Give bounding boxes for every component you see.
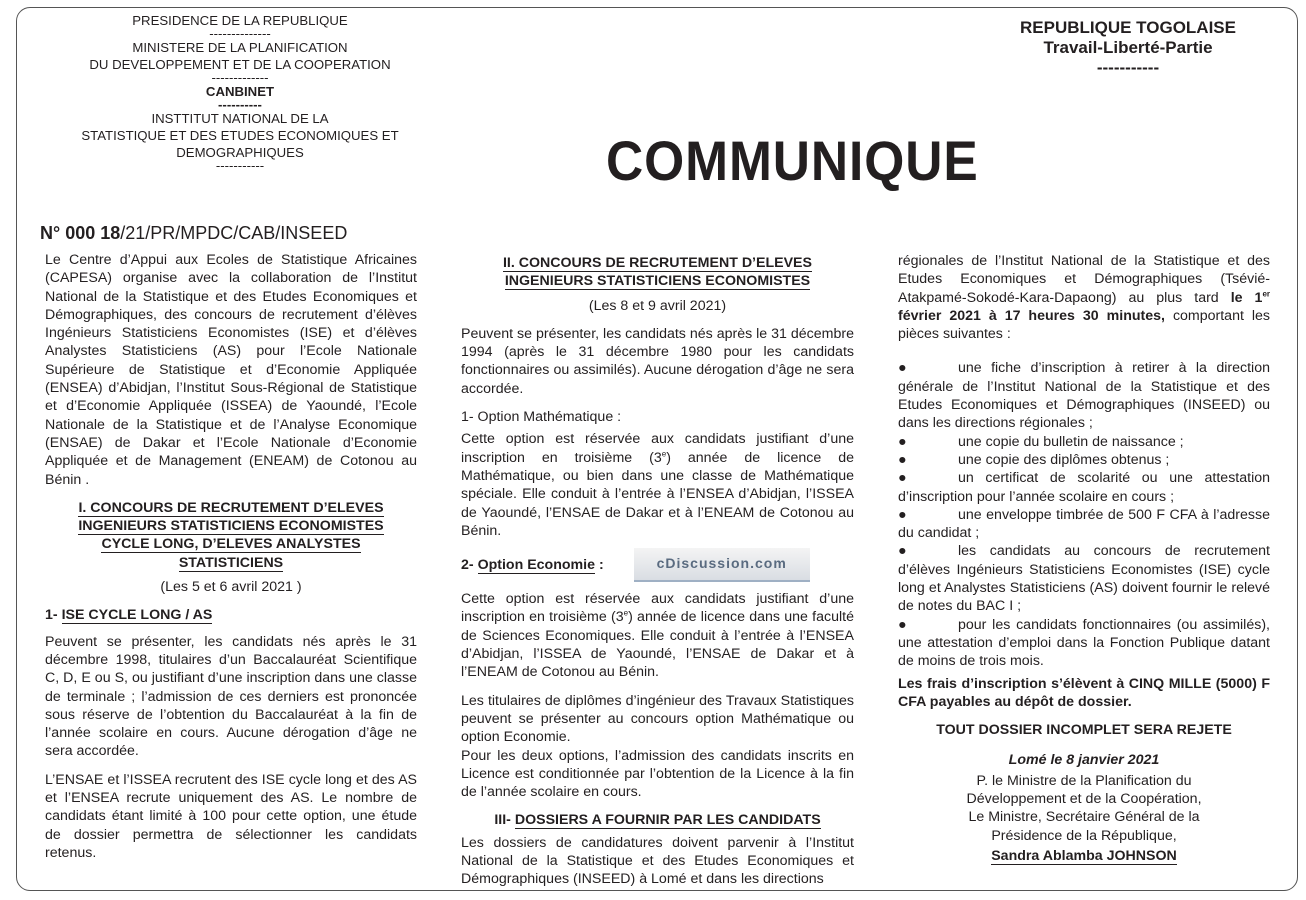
bullet-icon: ● — [898, 360, 907, 377]
header-separator: ----------- — [215, 158, 265, 173]
header-ministere-2: DU DEVELOPPEMENT ET DE LA COOPERATION — [89, 57, 391, 72]
signature-line: Présidence de la République, — [991, 827, 1177, 844]
bullet-icon: ● — [898, 451, 907, 468]
column-1 — [45, 251, 417, 872]
signatory-name: Sandra Ablamba JOHNSON — [991, 847, 1177, 864]
header-right — [1000, 18, 1256, 78]
issue-date: Lomé le 8 janvier 2021 — [1008, 752, 1160, 769]
list-item-text: une enveloppe timbrée de 500 F CFA à l’adresse du candidat ; — [898, 506, 1270, 542]
deadline-paragraph — [898, 252, 1270, 343]
bold-span: février 2021 à 17 heures 30 minutes, — [898, 307, 1165, 324]
header-ministere: MINISTERE DE LA PLANIFICATION — [132, 40, 348, 55]
section-3-number: III- — [494, 812, 515, 829]
section-1-heading-line: STATISTICIENS — [178, 554, 284, 571]
bullet-icon: ● — [898, 543, 907, 560]
header-separator: ---------- — [218, 97, 262, 112]
admission-paragraph: Pour les deux options, l’admission des candidats inscrits en Licence est conditionnée par l’obtention de la Licence à la fin de l’année scolaire en cours. — [461, 747, 854, 801]
list-item-text: une copie du bulletin de naissance ; — [958, 433, 1184, 450]
fees-paragraph: Les frais d’inscription s’élèvent à CINQ MILLE (5000) F CFA payables au dépôt de dossier. — [898, 675, 1270, 710]
section-1-heading — [45, 499, 417, 572]
option-eco-heading — [461, 548, 854, 582]
watermark-logo: cDiscussion.com — [634, 548, 810, 582]
superscript: e — [661, 448, 667, 458]
header-separator: ------------- — [211, 70, 269, 85]
text-span: ) année de licence de Mathématique, ou bien dans une classe de Mathématique spéciale. Elle conduit à l’entrée à l’ENSEA d’Abidjan, l’ISSEA de Yaoundé, l’ENSAE de Dakar et à l’ENEAM de Cotonou au Bénin. — [461, 449, 854, 539]
section-3-label: DOSSIERS A FOURNIR PAR LES CANDIDATS — [514, 812, 821, 829]
signature-line: Le Ministre, Secrétaire Général de la — [968, 809, 1200, 826]
rejection-notice: TOUT DOSSIER INCOMPLET SERA REJETE — [936, 722, 1232, 739]
signature-line: Développement et de la Coopération, — [966, 791, 1202, 808]
section-2-heading-line: INGENIEURS STATISTICIENS ECONOMISTES — [504, 273, 811, 290]
section-2-eligibility: Peuvent se présenter, les candidats nés après le 31 décembre 1994 (après le 31 décembre 1980 pour les candidats fonctionnaires ou assimilés). Aucune dérogation d’âge ne sera accordée. — [461, 325, 854, 397]
section-1-heading-line: CYCLE LONG, D’ELEVES ANALYSTES — [101, 536, 361, 553]
option-colon: : — [595, 556, 604, 573]
bullet-icon: ● — [898, 433, 907, 450]
option-eco-paragraph — [461, 590, 854, 681]
text-span: ) année de licence dans une faculté de Sciences Economiques. Elle conduit à l’entrée à l’ENSEA d’Abidjan, l’ISSEA de Yaoundé, l’ENSAE de Dakar et à l’ENEAM de Cotonou au Bénin. — [461, 609, 854, 681]
bold-span: le 1 — [1230, 289, 1263, 306]
dossiers-paragraph: Les dossiers de candidatures doivent parvenir à l’Institut National de la Statistique et des Etudes Economiques et Démographiques (INSEED) à Lomé et dans les directions — [461, 834, 854, 888]
intro-paragraph: Le Centre d’Appui aux Ecoles de Statistique Africaines (CAPESA) organise avec la collaboration de l’Institut National de la Statistique et des Etudes Economiques et Démographiques, des concours de recrutement d’élèves Ingénieurs Statisticiens Economistes (ISE) et d’élèves Analystes Statisticiens (AS) pour l’Ecole Nationale Supérieure de Statistique et d’Economie Appliquée (ENSEA) d’Abidjan, l’Institut Sous-Régional de Statistique et d’Economie Appliquée (ISSEA) de Yaoundé, l’Ecole Nationale de la Statistique et de l’Analyse Economique (ENSAE) de Dakar et l’Ecole Nationale d’Economie Appliquée et de Management (ENEAM) de Cotonou au Bénin . — [45, 252, 417, 488]
option-label: Option Economie — [477, 556, 596, 573]
list-item — [898, 451, 1270, 469]
list-item — [898, 616, 1270, 671]
subsection-label: ISE CYCLE LONG / AS — [61, 607, 213, 624]
text-span: Cette option est réservée aux candidats justifiant d’une inscription en troisième (3 — [461, 431, 854, 466]
section-3-heading — [461, 811, 854, 829]
section-2-dates: (Les 8 et 9 avril 2021) — [588, 297, 727, 314]
subsection-number: 1- — [45, 607, 62, 624]
list-item-text: les candidats au concours de recrutement d’élèves Ingénieurs Statisticiens Economistes (ISE) cycle long et Analystes Statisticiens (AS) doivent fournir le relevé de notes du BAC I ; — [898, 543, 1270, 615]
header-left — [70, 12, 410, 171]
list-item — [898, 433, 1270, 451]
list-item-text: une copie des diplômes obtenus ; — [958, 451, 1170, 468]
reference-number-bold: N° 000 18 — [40, 223, 121, 243]
ise-schools-paragraph: L’ENSAE et l’ISSEA recrutent des ISE cycle long et des AS et l’ENSEA recrute uniquement des AS. Le nombre de candidats étant limité à 100 pour cette option, une étude de dossier permettra de sélectionner les candidats retenus. — [45, 771, 417, 861]
superscript: er — [1262, 288, 1270, 298]
header-republique: REPUBLIQUE TOGOLAISE — [1020, 18, 1236, 37]
list-item-text: pour les candidats fonctionnaires (ou assimilés), une attestation d’emploi dans la Fonction Publique datant de moins de trois mois. — [898, 616, 1270, 670]
header-presidence: PRESIDENCE DE LA REPUBLIQUE — [132, 13, 348, 28]
reference-number — [40, 223, 347, 244]
text-span: comportant les pièces suivantes : — [898, 307, 1270, 343]
signatory — [898, 847, 1270, 865]
header-institut: INSTTITUT NATIONAL DE LA — [151, 111, 329, 126]
ise-eligibility-paragraph: Peuvent se présenter, les candidats nés après le 31 décembre 1998, titulaires d’un Baccalauréat Scientifique C, D, E ou S, ou justifiant d’une inscription dans une classe de terminale ; l’admission de ces derniers est prononcée sous réserve de l’obtention du Baccalauréat à la fin de l’année scolaire en cours. Aucune dérogation d’âge ne sera accordée. — [45, 633, 417, 760]
option-number: 2- — [461, 556, 478, 573]
text-span: Cette option est réservée aux candidats justifiant d’une inscription en troisième (3 — [461, 591, 854, 626]
header-separator: -------------- — [209, 26, 271, 41]
option-math-heading: 1- Option Mathématique : — [461, 409, 622, 426]
section-1-heading-line: I. CONCOURS DE RECRUTEMENT D’ELEVES — [78, 499, 384, 516]
subsection-ise-cycle-long — [45, 606, 417, 624]
header-devise: Travail-Liberté-Partie — [1043, 38, 1213, 57]
section-2-heading — [461, 254, 854, 291]
list-item — [898, 359, 1270, 432]
header-institut-2: STATISTIQUE ET DES ETUDES ECONOMIQUES ET — [81, 128, 399, 143]
list-item — [898, 542, 1270, 615]
column-3 — [898, 252, 1270, 865]
header-separator: ----------- — [1096, 58, 1160, 77]
column-2 — [461, 248, 854, 899]
signature-line: P. le Ministre de la Planification du — [976, 772, 1192, 789]
list-item — [898, 506, 1270, 543]
travaux-statistiques-paragraph: Les titulaires de diplômes d’ingénieur des Travaux Statistiques peuvent se présenter au concours option Mathématique ou option Economie. — [461, 692, 854, 746]
list-item-text: un certificat de scolarité ou une attestation d’inscription pour l’année scolaire en cours ; — [898, 470, 1270, 505]
section-1-heading-line: INGENIEURS STATISTICIENS ECONOMISTES — [78, 518, 384, 535]
text-span: régionales de l’Institut National de la Statistique et des Etudes Economiques et Démographiques (Tsévié-Atakpamé-Sokodé-Kara-Dapaong) au plus tard — [898, 253, 1270, 306]
section-1-dates: (Les 5 et 6 avril 2021 ) — [160, 579, 302, 596]
bullet-icon: ● — [898, 506, 907, 523]
page-title: COMMUNIQUE — [606, 129, 979, 192]
superscript: e — [623, 608, 629, 618]
bullet-icon: ● — [898, 616, 907, 633]
list-item — [898, 469, 1270, 506]
list-item-text: une fiche d’inscription à retirer à la direction générale de l’Institut National de la Statistique et des Etudes Economiques et Démographiques (INSEED) ou dans les directions régionales ; — [898, 360, 1270, 432]
section-2-heading-line: II. CONCOURS DE RECRUTEMENT D’ELEVES — [502, 255, 812, 271]
option-math-paragraph — [461, 430, 854, 540]
header-cabinet: CANBINET — [205, 84, 275, 99]
reference-number-rest: /21/PR/MPDC/CAB/INSEED — [120, 223, 348, 243]
bullet-icon: ● — [898, 470, 907, 487]
header-institut-3: DEMOGRAPHIQUES — [176, 145, 304, 160]
